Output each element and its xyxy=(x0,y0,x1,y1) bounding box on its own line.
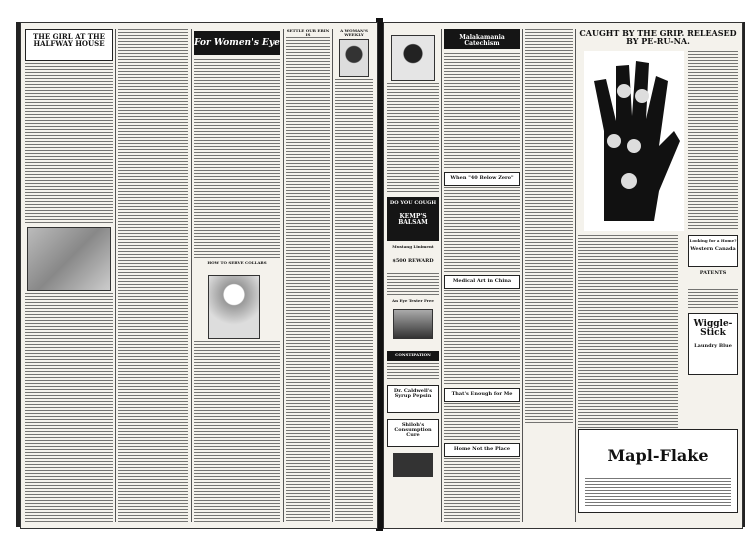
catechism-header xyxy=(444,29,520,49)
column-2-text xyxy=(118,29,188,522)
syrup-ad xyxy=(387,385,439,413)
wiggle-subtitle: Laundry Blue xyxy=(694,343,732,349)
medical-title: Medical Art in China xyxy=(452,278,512,284)
cough-ad-title: DO YOU COUGH xyxy=(389,200,437,206)
column-rule xyxy=(115,29,116,522)
medical-text xyxy=(444,290,520,386)
article-title-box xyxy=(25,29,113,61)
mustang-ad xyxy=(387,245,439,255)
reward-text xyxy=(387,273,439,295)
column-1 xyxy=(25,29,113,522)
wiggle-title: Wiggle-Stick xyxy=(693,319,733,338)
syrup-title: Dr. Caldwell's Syrup Pepsin xyxy=(393,388,433,399)
mid-headline-box xyxy=(194,261,280,269)
grip-article-text xyxy=(578,235,678,431)
womens-header-box xyxy=(194,31,280,55)
grip-hand-illustration xyxy=(584,51,684,231)
column-rule xyxy=(441,29,442,522)
looking-ad xyxy=(688,235,738,267)
article-column-b xyxy=(525,29,573,522)
womens-header: For Women's Eye xyxy=(194,37,280,48)
portrait-illustration xyxy=(339,39,369,77)
enough-header xyxy=(444,388,520,402)
shiloh-ad xyxy=(387,419,439,447)
mapl-flake-ad xyxy=(578,429,738,513)
home-title: Home Not the Place xyxy=(453,446,511,452)
portrait-ad-image xyxy=(391,35,435,81)
column-rule xyxy=(332,29,333,522)
small-ad-image xyxy=(393,453,433,477)
eye-tester-ad xyxy=(387,299,439,307)
wiggle-ad xyxy=(688,313,738,375)
caught-ad-text xyxy=(688,51,738,231)
below-zero-title: When "40 Below Zero" xyxy=(450,175,514,181)
shiloh-title: Shiloh's Consumption Cure xyxy=(394,422,432,438)
home-text xyxy=(444,458,520,522)
eye-tester-title: An Eye Tester Free xyxy=(392,298,434,303)
ad-block xyxy=(578,29,738,522)
mapl-flake-text xyxy=(585,478,731,506)
medical-header xyxy=(444,275,520,289)
constipation-ad xyxy=(387,351,439,361)
caught-ad-title: CAUGHT BY THE GRIP. RELEASED BY PE-RU-NA. xyxy=(579,29,737,46)
column-rule xyxy=(191,29,192,522)
column-3 xyxy=(194,29,280,522)
reward-ad xyxy=(387,259,439,271)
mustang-title: Mustang Liniment xyxy=(392,244,434,249)
article-text-cont xyxy=(25,293,113,522)
column-rule xyxy=(522,29,523,522)
col4-title: SETTLE OUR ERIN IS xyxy=(286,29,330,37)
constipation-title: CONSTIPATION xyxy=(395,352,431,357)
looking-title: Looking for a Home? xyxy=(689,238,737,243)
catechism-title: Malakamania Catechism xyxy=(459,34,505,47)
dress-illustration xyxy=(208,275,260,339)
left-newspaper-page xyxy=(20,22,378,529)
caught-ad-header xyxy=(578,29,738,49)
column-5 xyxy=(335,29,373,522)
home-header xyxy=(444,443,520,457)
reward-title: $500 REWARD xyxy=(392,258,434,264)
ad-text xyxy=(387,83,439,193)
column-b-text xyxy=(525,29,573,424)
patents-ad xyxy=(688,271,738,285)
kemps-ad-title: KEMP'S BALSAM xyxy=(398,213,428,226)
column-rule xyxy=(575,29,576,522)
ad-column xyxy=(387,29,439,522)
enough-text xyxy=(444,403,520,441)
article-column-a xyxy=(444,29,520,522)
column-4 xyxy=(286,29,330,522)
hand-icon xyxy=(584,51,684,231)
column-2 xyxy=(118,29,188,522)
article-text xyxy=(25,63,113,223)
article-title: THE GIRL AT THE HALFWAY HOUSE xyxy=(33,32,105,48)
column-5-text xyxy=(335,79,373,522)
below-zero-text xyxy=(444,187,520,273)
patents-text xyxy=(688,289,738,309)
patents-title: PATENTS xyxy=(699,270,727,276)
womens-text-cont xyxy=(194,341,280,522)
column-rule xyxy=(283,29,284,522)
enough-title: That's Enough for Me xyxy=(451,391,513,397)
column-4-text xyxy=(286,37,330,522)
below-zero-header xyxy=(444,172,520,186)
article-illustration xyxy=(27,227,111,291)
catechism-text xyxy=(444,53,520,169)
mapl-flake-title: Mapl-Flake xyxy=(607,446,709,465)
cough-ad xyxy=(387,197,439,241)
eye-tester-image xyxy=(393,309,433,339)
right-newspaper-page xyxy=(383,22,743,529)
constipation-text xyxy=(387,363,439,381)
col5-title: A WOMAN'S WEEKLY xyxy=(340,29,368,37)
womens-text xyxy=(194,59,280,259)
mid-headline: HOW TO SERVE COLLARS xyxy=(207,260,267,265)
western-title: Western Canada xyxy=(690,246,736,252)
